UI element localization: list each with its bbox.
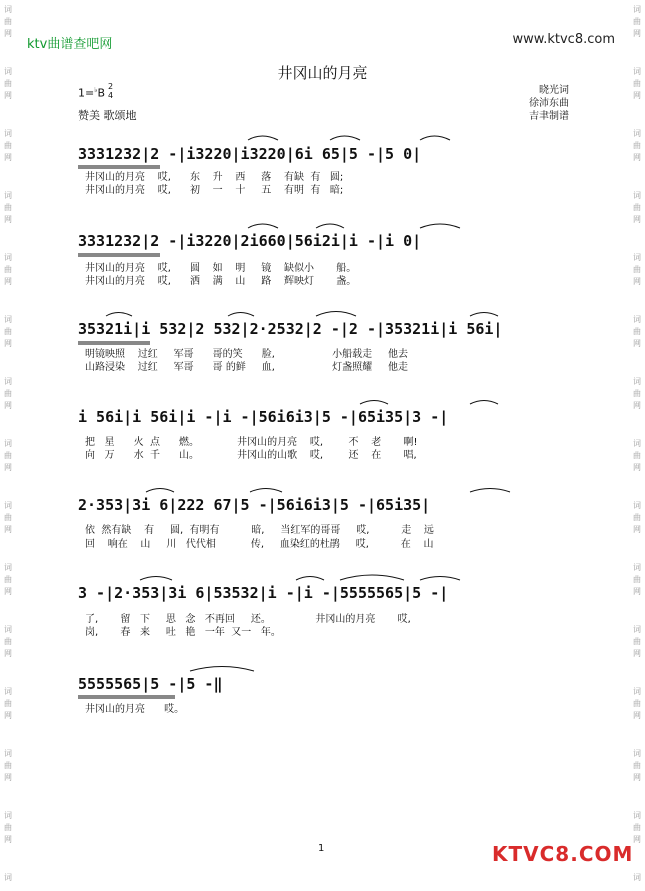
slur <box>248 224 278 228</box>
watermark-char: 词 <box>4 191 12 200</box>
watermark-char: 曲 <box>4 823 12 832</box>
watermark-char: 网 <box>633 153 641 162</box>
slur <box>190 667 254 672</box>
system-7-notes: 5555565|5 -|5 -‖ <box>78 675 223 693</box>
watermark-char: 网 <box>633 463 641 472</box>
watermark-char: 词 <box>633 563 641 572</box>
credits <box>529 84 569 123</box>
watermark-char: 网 <box>633 339 641 348</box>
time-signature <box>108 82 113 100</box>
watermark-char: 词 <box>633 811 641 820</box>
footer-logo <box>492 842 633 866</box>
system-3-notes: 35321i|i 532|2 532|2·2532|2 -|2 -|35321i|i 56i| <box>78 320 503 338</box>
watermark-char: 词 <box>633 67 641 76</box>
watermark-char: 词 <box>633 873 641 882</box>
arranger: 吉聿制谱 <box>529 111 569 122</box>
watermark-char: 曲 <box>633 79 641 88</box>
watermark-char: 网 <box>633 277 641 286</box>
slur <box>296 577 324 581</box>
system-6-lyrics-1: 了, 留 下 思 念 不再回 还。 井冈山的月亮 哎, <box>85 614 411 625</box>
watermark-char: 词 <box>4 253 12 262</box>
watermark-char: 曲 <box>633 389 641 398</box>
slur <box>316 224 344 228</box>
watermark-char: 词 <box>633 439 641 448</box>
watermark-char: 曲 <box>633 265 641 274</box>
watermark-char: 网 <box>4 587 12 596</box>
page-number: 1 <box>318 843 325 854</box>
watermark-char: 曲 <box>633 575 641 584</box>
watermark-char: 曲 <box>4 637 12 646</box>
slur <box>470 313 498 317</box>
watermark-char: 词 <box>633 253 641 262</box>
watermark-char: 词 <box>4 67 12 76</box>
slur <box>140 577 172 581</box>
watermark-char: 曲 <box>4 265 12 274</box>
slur <box>420 577 460 581</box>
watermark-char: 词 <box>633 191 641 200</box>
watermark-char: 曲 <box>4 389 12 398</box>
system-7-lyrics-1: 井冈山的月亮 哎。 <box>85 704 185 715</box>
watermark-char: 词 <box>633 501 641 510</box>
watermark-char: 词 <box>4 377 12 386</box>
watermark-char: 词 <box>633 5 641 14</box>
system-4-lyrics-2: 向 万 水 千 山。 井冈山的山歌 哎, 还 在 唱, <box>85 450 417 461</box>
system-1-notes: 3331232|2 -|i3220|i3220|6i 65|5 -|5 0| <box>78 145 422 163</box>
watermark-char: 词 <box>4 501 12 510</box>
time-bottom: 4 <box>108 91 114 100</box>
watermark-char: 词 <box>4 873 12 882</box>
watermark-left <box>0 0 16 891</box>
slur <box>360 401 388 405</box>
system-3-lyrics-1: 明镜映照 过红 军哥 哥的笑 脸, 小船载走 他去 <box>85 349 409 360</box>
watermark-char: 曲 <box>633 451 641 460</box>
system-4-lyrics-1: 把 星 火 点 燃。 井冈山的月亮 哎, 不 老 啊! <box>85 437 418 448</box>
watermark-char: 曲 <box>4 575 12 584</box>
watermark-char: 曲 <box>4 699 12 708</box>
watermark-char: 词 <box>4 625 12 634</box>
composer: 徐沛东曲 <box>529 98 569 109</box>
watermark-char: 曲 <box>4 513 12 522</box>
watermark-char: 词 <box>633 625 641 634</box>
system-5-lyrics-1: 依 然有缺 有 圆, 有明有 暗, 当红军的哥哥 哎, 走 远 <box>85 525 434 536</box>
system-2-lyrics-2: 井冈山的月亮 哎, 洒 满 山 路 辉映灯 盏。 <box>85 276 357 287</box>
watermark-char: 网 <box>633 711 641 720</box>
key-prefix: 1= <box>78 86 95 100</box>
system-6-lyrics-2: 岗, 春 来 吐 艳 一年 又一 年。 <box>85 627 281 638</box>
slur <box>106 313 132 317</box>
watermark-char: 网 <box>4 463 12 472</box>
watermark-char: 网 <box>633 649 641 658</box>
slur <box>420 224 460 228</box>
watermark-char: 曲 <box>4 79 12 88</box>
watermark-char: 词 <box>4 315 12 324</box>
watermark-char: 曲 <box>4 203 12 212</box>
watermark-char: 曲 <box>633 513 641 522</box>
watermark-char: 网 <box>4 215 12 224</box>
system-3-lyrics-2: 山路浸染 过红 军哥 哥 的鲜 血, 灯盏照耀 他走 <box>85 362 409 373</box>
watermark-char: 网 <box>633 773 641 782</box>
slur <box>340 575 404 580</box>
slur <box>420 136 450 140</box>
system-2-notes: 3331232|2 -|i3220|2i660|56i2i|i -|i 0| <box>78 232 422 250</box>
watermark-char: 曲 <box>4 761 12 770</box>
slur <box>146 489 174 493</box>
watermark-char: 词 <box>633 129 641 138</box>
watermark-right <box>629 0 645 891</box>
watermark-char: 网 <box>633 587 641 596</box>
watermark-char: 词 <box>633 687 641 696</box>
watermark-char: 曲 <box>4 17 12 26</box>
watermark-char: 曲 <box>4 451 12 460</box>
slur <box>228 313 254 317</box>
flat-sign: ♭ <box>94 86 98 94</box>
watermark-char: 网 <box>4 525 12 534</box>
watermark-char: 网 <box>4 339 12 348</box>
watermark-char: 曲 <box>633 761 641 770</box>
watermark-char: 曲 <box>633 699 641 708</box>
logo-main: KTVC8 <box>492 842 571 866</box>
watermark-char: 网 <box>4 91 12 100</box>
watermark-char: 网 <box>4 153 12 162</box>
watermark-char: 曲 <box>4 327 12 336</box>
lyricist: 晓光词 <box>539 85 569 96</box>
watermark-char: 曲 <box>633 17 641 26</box>
watermark-char: 词 <box>633 377 641 386</box>
system-6-notes: 3 -|2·353|3i 6|53532|i -|i -|5555565|5 -| <box>78 584 449 602</box>
watermark-char: 网 <box>633 835 641 844</box>
system-5-lyrics-2: 回 响在 山 川 代代相 传, 血染红的杜鹃 哎, 在 山 <box>85 539 434 550</box>
watermark-char: 曲 <box>633 203 641 212</box>
watermark-char: 词 <box>4 749 12 758</box>
system-5-notes: 2·353|3i 6|222 67|5 -|56i6i3|5 -|65i35| <box>78 496 431 514</box>
key-note: B <box>97 86 106 100</box>
system-2-lyrics-1: 井冈山的月亮 哎, 圆 如 明 镜 缺似小 船。 <box>85 263 357 274</box>
watermark-char: 曲 <box>633 823 641 832</box>
slur <box>470 489 510 493</box>
logo-dot: . <box>570 842 579 866</box>
watermark-char: 词 <box>633 749 641 758</box>
site-url[interactable]: www.ktvc8.com <box>512 32 615 47</box>
watermark-char: 词 <box>4 563 12 572</box>
watermark-char: 网 <box>4 401 12 410</box>
watermark-char: 词 <box>4 687 12 696</box>
watermark-char: 词 <box>4 439 12 448</box>
watermark-char: 词 <box>4 129 12 138</box>
site-name[interactable]: ktv曲谱查吧网 <box>27 37 113 52</box>
system-1-lyrics-1: 井冈山的月亮 哎, 东 升 西 落 有缺 有 圆; <box>85 172 344 183</box>
time-top: 2 <box>108 82 114 91</box>
logo-tld: COM <box>578 842 634 866</box>
watermark-char: 曲 <box>4 141 12 150</box>
key-signature <box>78 86 105 100</box>
watermark-char: 网 <box>633 91 641 100</box>
watermark-char: 曲 <box>633 327 641 336</box>
watermark-char: 网 <box>4 277 12 286</box>
system-1-lyrics-2: 井冈山的月亮 哎, 初 一 十 五 有明 有 暗; <box>85 185 344 196</box>
song-title: 井冈山的月亮 <box>277 64 368 82</box>
slur <box>470 401 498 405</box>
watermark-char: 网 <box>633 215 641 224</box>
slur <box>250 489 282 493</box>
slur <box>248 136 278 140</box>
watermark-char: 词 <box>633 315 641 324</box>
watermark-char: 词 <box>4 811 12 820</box>
slur <box>330 136 360 140</box>
system-4-notes: i 56i|i 56i|i -|i -|56i6i3|5 -|65i35|3 -| <box>78 408 449 426</box>
watermark-char: 曲 <box>633 637 641 646</box>
watermark-char: 网 <box>633 29 641 38</box>
slur <box>316 312 356 317</box>
watermark-char: 网 <box>4 711 12 720</box>
watermark-char: 曲 <box>633 141 641 150</box>
watermark-char: 网 <box>633 525 641 534</box>
watermark-char: 网 <box>4 29 12 38</box>
watermark-char: 词 <box>4 5 12 14</box>
watermark-char: 网 <box>633 401 641 410</box>
watermark-char: 网 <box>4 649 12 658</box>
performance-style: 赞美 歌颂地 <box>78 109 137 122</box>
watermark-char: 网 <box>4 773 12 782</box>
watermark-char: 网 <box>4 835 12 844</box>
